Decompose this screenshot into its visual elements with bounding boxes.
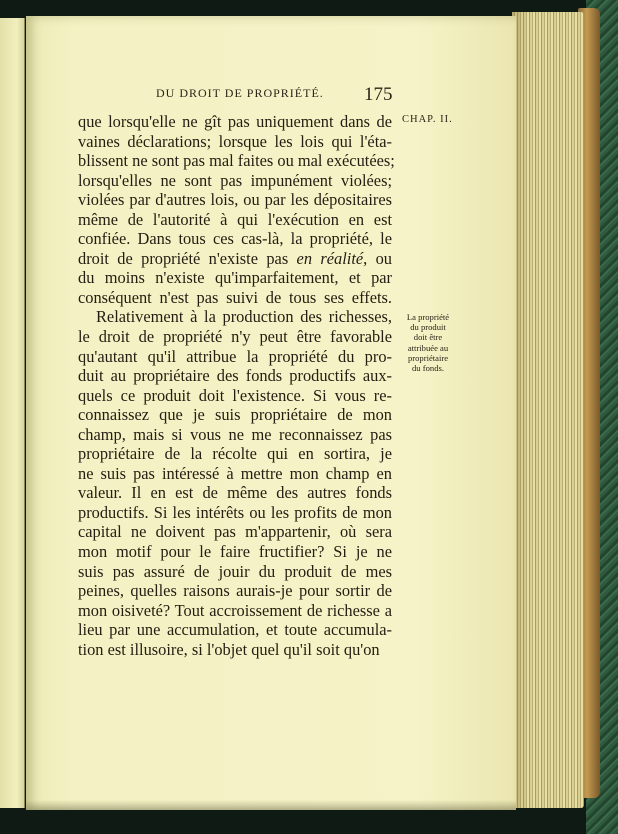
text-line: mon oisiveté? Tout accroissement de richesse a: [78, 600, 392, 620]
text-line: valeur. Il en est de même des autres fonds: [78, 483, 392, 503]
text-line: conséquent n'est pas suivi de tous ses effets.: [78, 287, 392, 307]
previous-page-edge: [0, 18, 25, 808]
margin-note: [399, 312, 457, 373]
text-line: Relativement à la production des richesses,: [96, 307, 392, 327]
text-line: connaissez que je suis propriétaire de mon: [78, 405, 392, 425]
text-line: suis pas assuré de jouir du produit de mes: [78, 561, 392, 581]
text-line: vaines déclarations; lorsque les lois qui l'éta-: [78, 131, 392, 151]
chapter-marker: CHAP. II.: [402, 114, 453, 125]
page-number: 175: [364, 84, 393, 105]
margin-note-line: du produit: [410, 322, 446, 333]
text-line: qu'autant qu'il attribue la propriété du pro-: [78, 346, 392, 366]
text-line: peines, quelles raisons aurais-je pour sortir de: [78, 581, 392, 601]
page-bottom-shadow: [26, 800, 516, 810]
text-line: du moins n'existe qu'imparfaitement, et par: [78, 268, 392, 288]
text-line: mon motif pour le faire fructifier? Si je ne: [78, 542, 392, 562]
text-line: productifs. Si les intérêts ou les profits de mon: [78, 502, 392, 522]
text-line: violées par d'autres lois, ou par les dépositaires: [78, 190, 392, 210]
text-line: ne suis pas intéressé à mettre mon champ en: [78, 463, 392, 483]
text-line: champ, mais si vous ne me reconnaissez pas: [78, 424, 392, 444]
margin-note-line: du fonds.: [412, 363, 444, 374]
text-line: même de l'autorité à qui l'exécution en est: [78, 209, 392, 229]
margin-note-line: propriétaire: [407, 352, 449, 363]
text-line: duit au propriétaire des fonds productifs aux-: [78, 366, 392, 386]
emphasis: en réalité: [296, 248, 364, 268]
running-title: DU DROIT DE PROPRIÉTÉ.: [156, 86, 324, 100]
body-text: [78, 112, 395, 659]
margin-note-line: doit être: [413, 332, 443, 343]
margin-note-line: La propriété: [406, 312, 450, 322]
text-line: le droit de propriété n'y peut être favorable: [78, 327, 392, 347]
text-line: tion est illusoire, si l'objet quel qu'il soit qu'on: [78, 639, 380, 659]
text-line: quels ce produit doit l'existence. Si vous re-: [78, 385, 392, 405]
text-line: lorsqu'elles ne sont pas impunément violées;: [78, 170, 392, 190]
text-line: blissent ne sont pas mal faites ou mal exécutées;: [78, 151, 395, 171]
text-line: que lorsqu'elle ne gît pas uniquement dans de: [78, 112, 392, 131]
text-line: propriétaire de la récolte qui en sortira, je: [78, 444, 392, 464]
text-line: confiée. Dans tous ces cas-là, la propriété, le: [78, 229, 392, 249]
text-line: droit de propriété n'existe pas en réalité, ou: [78, 248, 392, 268]
margin-note-line: attribuée au: [407, 342, 449, 353]
text-line: lieu par une accumulation, et toute accumula-: [78, 620, 392, 640]
text-line: capital ne doivent pas m'appartenir, où sera: [78, 522, 392, 542]
